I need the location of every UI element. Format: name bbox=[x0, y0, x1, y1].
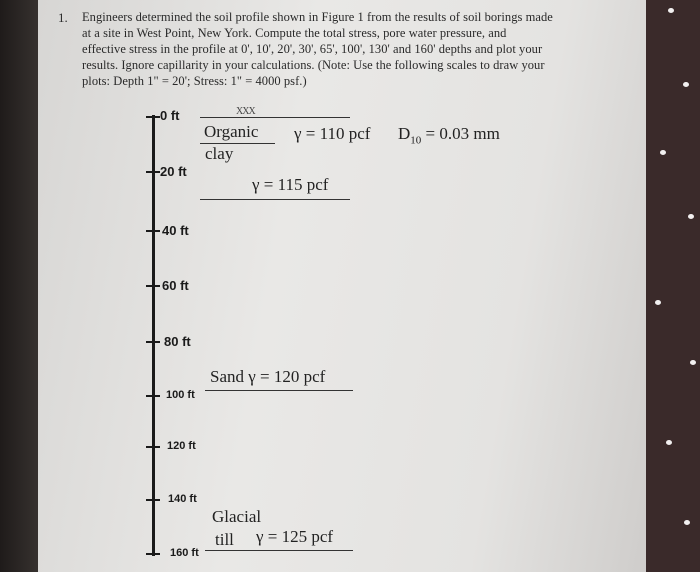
strike-marks: XXX bbox=[236, 106, 255, 117]
organic-clay-label-line2: clay bbox=[205, 144, 234, 163]
depth-label-0: 0 ft bbox=[160, 108, 180, 123]
depth-label-40: 40 ft bbox=[162, 223, 189, 238]
depth-axis bbox=[152, 115, 155, 556]
decor-dot bbox=[688, 214, 694, 219]
depth-tick bbox=[146, 499, 160, 501]
depth-tick bbox=[146, 341, 160, 343]
problem-text-line: effective stress in the profile at 0', 10', 20', 30', 65', 100', 130' and 160' depths and plot your bbox=[82, 42, 543, 56]
organic-clay-d10 bbox=[398, 124, 500, 146]
problem-text-line: results. Ignore capillarity in your calculations. (Note: Use the following scales to draw your bbox=[82, 58, 545, 72]
depth-tick bbox=[146, 116, 160, 118]
d10-value: = 0.03 mm bbox=[425, 124, 500, 143]
depth-label-160: 160 ft bbox=[170, 547, 199, 559]
problem-text-line: plots: Depth 1" = 20'; Stress: 1" = 4000 psf.) bbox=[82, 74, 307, 88]
depth-label-60: 60 ft bbox=[162, 278, 189, 293]
d10-subscript: 10 bbox=[410, 134, 422, 147]
glacial-till-bottom-line bbox=[205, 550, 353, 551]
glacial-till-label-line1: Glacial bbox=[212, 507, 262, 526]
problem-text-line: Engineers determined the soil profile shown in Figure 1 from the results of soil borings made bbox=[82, 10, 553, 24]
sand-bottom-line bbox=[205, 390, 353, 391]
decor-dot bbox=[668, 8, 674, 13]
decor-dot bbox=[684, 520, 690, 525]
depth-tick bbox=[146, 171, 160, 173]
decor-dot bbox=[660, 150, 666, 155]
glacial-till-unit-weight: γ = 125 pcf bbox=[256, 527, 334, 546]
decor-dot bbox=[666, 440, 672, 445]
organic-clay-unit-weight: γ = 110 pcf bbox=[294, 124, 371, 143]
decor-dot bbox=[690, 360, 696, 365]
depth-label-140: 140 ft bbox=[168, 493, 197, 505]
depth-label-120: 120 ft bbox=[167, 440, 196, 452]
problem-text-line: at a site in West Point, New York. Compute the total stress, pore water pressure, and bbox=[82, 26, 507, 40]
glacial-till-label-line2: till bbox=[215, 530, 234, 549]
clay-bottom-line bbox=[200, 199, 350, 200]
depth-tick bbox=[146, 395, 160, 397]
ground-surface-line bbox=[200, 117, 350, 118]
depth-tick bbox=[146, 553, 160, 555]
problem-number: 1. bbox=[58, 10, 68, 25]
depth-tick bbox=[146, 285, 160, 287]
decor-dot bbox=[683, 82, 689, 87]
organic-clay-divider bbox=[200, 143, 275, 144]
lower-clay-unit-weight: γ = 115 pcf bbox=[252, 175, 329, 194]
depth-tick bbox=[146, 446, 160, 448]
depth-label-20: 20 ft bbox=[160, 164, 187, 179]
sand-label: Sand γ = 120 pcf bbox=[210, 367, 326, 386]
decor-dot bbox=[655, 300, 661, 305]
depth-tick bbox=[146, 230, 160, 232]
depth-label-80: 80 ft bbox=[164, 334, 191, 349]
depth-label-100: 100 ft bbox=[166, 389, 195, 401]
d10-symbol: D bbox=[398, 124, 411, 143]
organic-clay-label-line1: Organic bbox=[204, 122, 259, 141]
